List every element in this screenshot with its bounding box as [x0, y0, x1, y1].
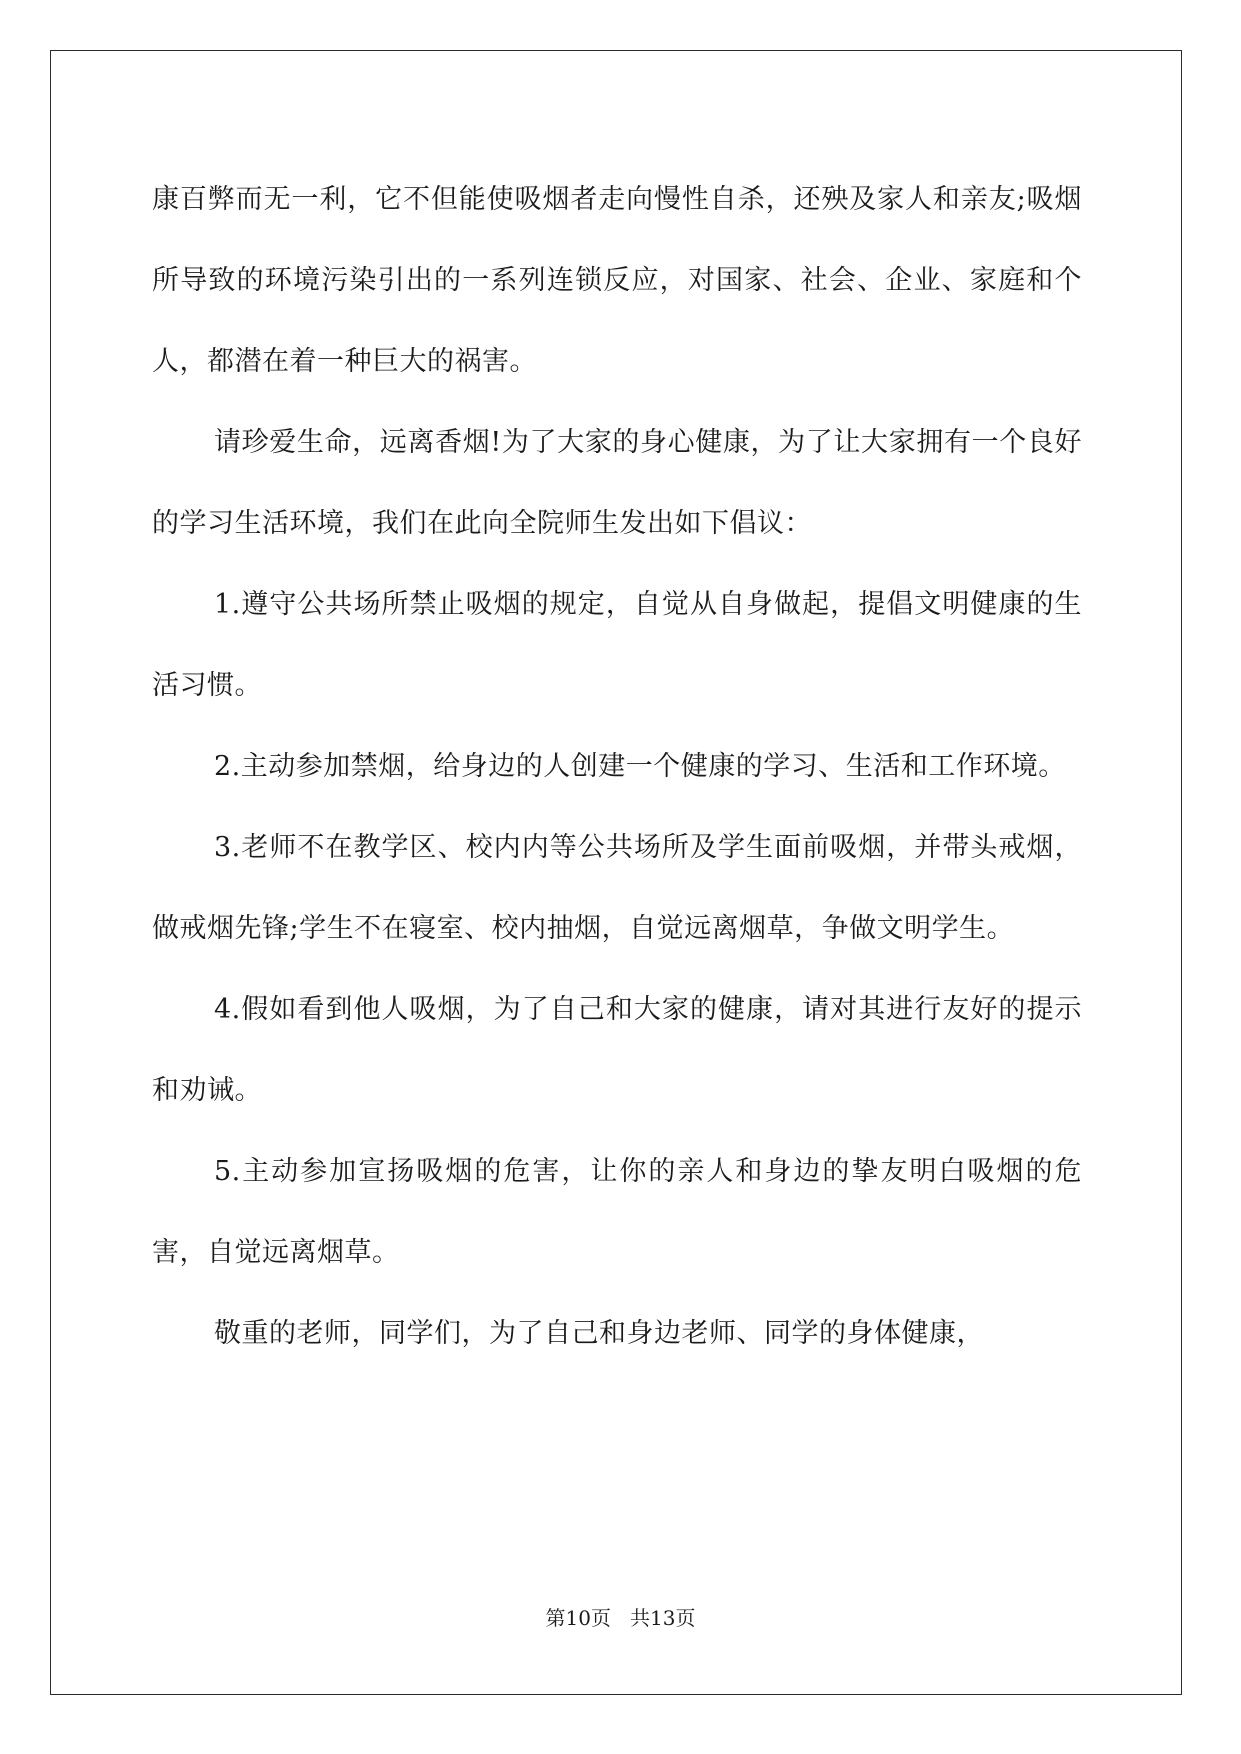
paragraph-1: 康百弊而无一利，它不但能使吸烟者走向慢性自杀，还殃及家人和亲友;吸烟所导致的环境污染引出的一系列连锁反应，对国家、社会、企业、家庭和个人，都潜在着一种巨大的祸害。 [152, 184, 1082, 377]
paragraph-item-4: 4.假如看到他人吸烟，为了自己和大家的健康，请对其进行友好的提示和劝诫。 [152, 994, 1082, 1106]
page-number: 第10页 共13页 [545, 1606, 696, 1630]
document-body [152, 159, 1082, 1374]
paragraph-item-1: 1.遵守公共场所禁止吸烟的规定，自觉从自身做起，提倡文明健康的生活习惯。 [152, 589, 1082, 701]
paragraph-item-3: 3.老师不在教学区、校内内等公共场所及学生面前吸烟，并带头戒烟，做戒烟先锋;学生不在寝室、校内抽烟，自觉远离烟草，争做文明学生。 [152, 832, 1082, 944]
paragraph-item-5: 5.主动参加宣扬吸烟的危害，让你的亲人和身边的挚友明白吸烟的危害，自觉远离烟草。 [152, 1156, 1082, 1268]
paragraph-item-2: 2.主动参加禁烟，给身边的人创建一个健康的学习、生活和工作环境。 [214, 751, 1066, 782]
paragraph-2: 请珍爱生命，远离香烟!为了大家的身心健康，为了让大家拥有一个良好的学习生活环境，我们在此向全院师生发出如下倡议： [152, 427, 1082, 539]
paragraph-closing: 敬重的老师，同学们，为了自己和身边老师、同学的身体健康， [214, 1318, 984, 1349]
